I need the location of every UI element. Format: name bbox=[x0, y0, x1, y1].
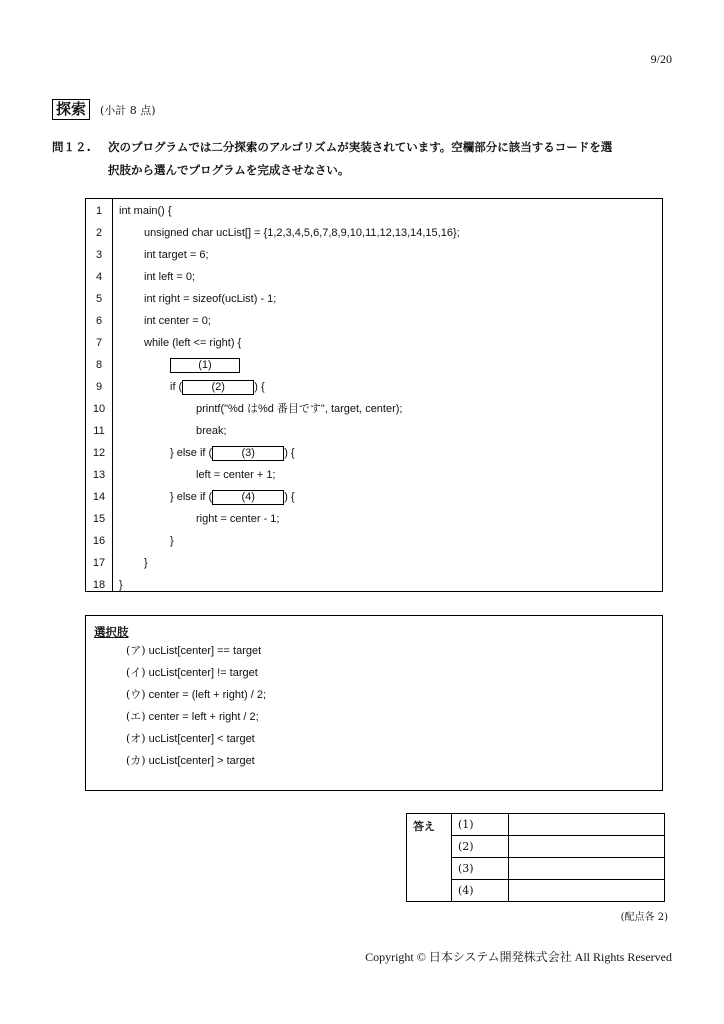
code-line bbox=[86, 486, 662, 508]
answer-number: (3) bbox=[452, 858, 509, 880]
answer-field[interactable] bbox=[509, 880, 665, 902]
code-segment: int main() { bbox=[119, 205, 172, 217]
code-text bbox=[196, 508, 279, 530]
choice-key: (ウ) bbox=[126, 688, 146, 701]
line-number: 12 bbox=[92, 447, 106, 459]
code-line bbox=[86, 530, 662, 552]
line-number: 9 bbox=[95, 381, 103, 393]
code-text bbox=[144, 332, 241, 354]
code-line bbox=[86, 288, 662, 310]
line-number: 17 bbox=[92, 557, 106, 569]
choice-item bbox=[126, 642, 261, 658]
line-number: 3 bbox=[95, 249, 103, 261]
code-segment: if ( bbox=[170, 381, 183, 393]
code-segment: while (left <= right) { bbox=[144, 337, 242, 349]
code-text bbox=[119, 200, 172, 222]
answer-number: (4) bbox=[452, 880, 509, 902]
page-number: 9/20 bbox=[650, 52, 672, 66]
code-line bbox=[86, 420, 662, 442]
line-number: 2 bbox=[95, 227, 103, 239]
code-line bbox=[86, 222, 662, 244]
code-segment: left = center + 1; bbox=[196, 469, 276, 481]
choice-key: (カ) bbox=[126, 754, 146, 767]
question-line-1: 次のプログラムでは二分探索のアルゴリズムが実装されています。空欄部分に該当するコードを選 bbox=[108, 140, 613, 154]
code-text bbox=[144, 552, 148, 574]
code-line bbox=[86, 442, 662, 464]
code-line bbox=[86, 552, 662, 574]
score-note: (配点各 2) bbox=[620, 912, 668, 923]
line-number: 18 bbox=[92, 579, 106, 591]
code-segment: printf("%d は%d 番目です", target, center); bbox=[196, 403, 403, 415]
code-text bbox=[144, 266, 195, 288]
line-number: 1 bbox=[95, 205, 103, 217]
code-segment: ) { bbox=[284, 491, 295, 503]
choice-key: (オ) bbox=[126, 732, 146, 745]
fill-in-blank: (4) bbox=[212, 490, 284, 505]
choice-item bbox=[126, 730, 255, 746]
answer-row bbox=[407, 814, 665, 836]
code-text bbox=[196, 420, 227, 442]
code-segment: } else if ( bbox=[170, 491, 213, 503]
line-number: 15 bbox=[92, 513, 106, 525]
code-segment: int right = sizeof(ucList) - 1; bbox=[144, 293, 277, 305]
choice-key: (ア) bbox=[126, 644, 146, 657]
section-header bbox=[52, 99, 156, 120]
choices-box bbox=[85, 615, 663, 791]
code-line bbox=[86, 244, 662, 266]
choice-key: (イ) bbox=[126, 666, 146, 679]
line-number: 14 bbox=[92, 491, 106, 503]
code-line bbox=[86, 266, 662, 288]
code-listing bbox=[85, 198, 663, 592]
answer-field[interactable] bbox=[509, 814, 665, 836]
answer-field[interactable] bbox=[509, 836, 665, 858]
question-line-2: 択肢から選んでプログラムを完成させなさい。 bbox=[108, 163, 350, 177]
question-number: 問１２. bbox=[52, 140, 91, 154]
code-line bbox=[86, 332, 662, 354]
section-title: 探索 bbox=[52, 99, 90, 120]
choice-item bbox=[126, 752, 255, 768]
line-number: 7 bbox=[95, 337, 103, 349]
fill-in-blank: (1) bbox=[170, 358, 240, 373]
code-text bbox=[119, 574, 123, 596]
choice-text: center = left + right / 2; bbox=[148, 711, 259, 723]
code-line bbox=[86, 464, 662, 486]
choice-text: center = (left + right) / 2; bbox=[148, 689, 267, 701]
answer-field[interactable] bbox=[509, 858, 665, 880]
code-segment: break; bbox=[196, 425, 227, 437]
answer-number: (1) bbox=[452, 814, 509, 836]
code-segment: } bbox=[170, 535, 174, 547]
code-text bbox=[144, 244, 209, 266]
choice-item bbox=[126, 664, 258, 680]
choice-text: ucList[center] != target bbox=[148, 667, 258, 679]
choice-text: ucList[center] == target bbox=[148, 645, 262, 657]
code-text bbox=[170, 354, 240, 376]
code-text bbox=[170, 530, 174, 552]
code-segment: right = center - 1; bbox=[196, 513, 280, 525]
choice-item bbox=[126, 708, 259, 724]
fill-in-blank: (3) bbox=[212, 446, 284, 461]
code-segment: ) { bbox=[254, 381, 265, 393]
code-segment: unsigned char ucList[] = {1,2,3,4,5,6,7,8,9,10,11,12,13,14,15,16}; bbox=[144, 227, 460, 239]
choices-title: 選択肢 bbox=[94, 625, 129, 639]
fill-in-blank: (2) bbox=[182, 380, 254, 395]
code-text bbox=[144, 310, 211, 332]
line-number: 5 bbox=[95, 293, 103, 305]
answer-label: 答え bbox=[407, 814, 452, 902]
code-segment: int left = 0; bbox=[144, 271, 196, 283]
code-line bbox=[86, 376, 662, 398]
code-line bbox=[86, 354, 662, 376]
code-segment: } else if ( bbox=[170, 447, 213, 459]
code-text bbox=[170, 442, 295, 464]
code-segment: int center = 0; bbox=[144, 315, 211, 327]
question-text bbox=[52, 136, 672, 182]
line-number: 8 bbox=[95, 359, 103, 371]
answer-number: (2) bbox=[452, 836, 509, 858]
code-segment: int target = 6; bbox=[144, 249, 209, 261]
code-line bbox=[86, 508, 662, 530]
code-text bbox=[144, 288, 276, 310]
choice-key: (エ) bbox=[126, 710, 146, 723]
line-number: 16 bbox=[92, 535, 106, 547]
line-number: 6 bbox=[95, 315, 103, 327]
code-segment: } bbox=[144, 557, 148, 569]
line-number: 10 bbox=[92, 403, 106, 415]
line-number: 13 bbox=[92, 469, 106, 481]
code-line bbox=[86, 200, 662, 222]
line-number: 4 bbox=[95, 271, 103, 283]
code-line bbox=[86, 310, 662, 332]
choice-text: ucList[center] > target bbox=[148, 755, 255, 767]
code-line bbox=[86, 574, 662, 596]
code-text bbox=[170, 376, 265, 398]
code-text bbox=[196, 398, 402, 420]
code-segment: ) { bbox=[284, 447, 295, 459]
copyright: Copyright © 日本システム開発株式会社 All Rights Reserved bbox=[365, 950, 672, 964]
code-text bbox=[196, 464, 276, 486]
code-segment: } bbox=[119, 579, 123, 591]
choice-text: ucList[center] < target bbox=[148, 733, 255, 745]
line-number: 11 bbox=[93, 425, 105, 437]
code-line bbox=[86, 398, 662, 420]
choice-item bbox=[126, 686, 266, 702]
code-text bbox=[170, 486, 295, 508]
answer-table bbox=[406, 813, 665, 902]
code-text bbox=[144, 222, 460, 244]
section-subtotal: (小計 8 点) bbox=[100, 103, 156, 117]
